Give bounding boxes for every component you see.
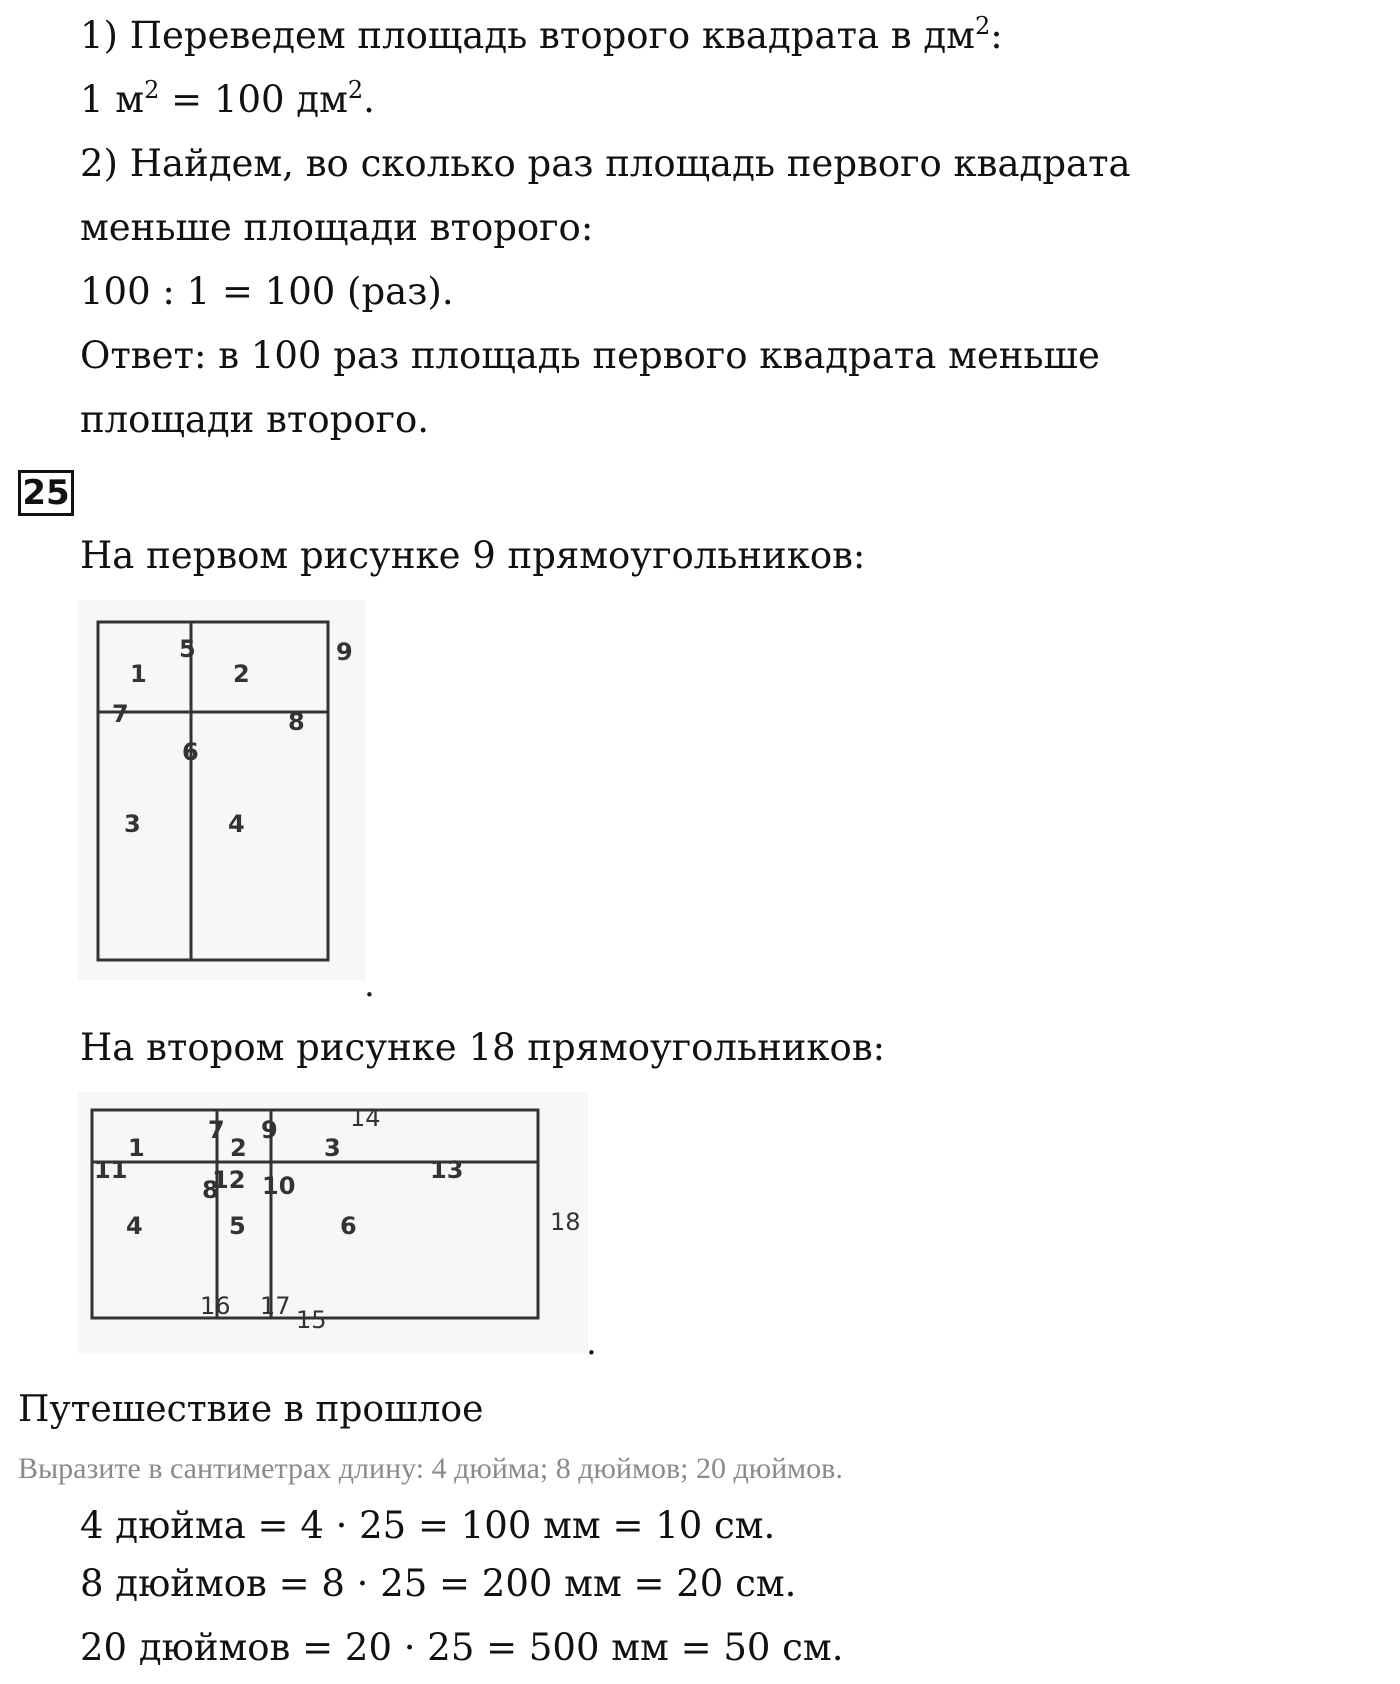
figure-2-label: 16 [200,1292,231,1320]
text-line-2 [80,78,375,122]
figure-1-drawing [78,600,366,980]
figure-2-label: 11 [94,1156,128,1184]
text-line-2-end: . [363,78,375,121]
figure-2-label: 10 [262,1172,296,1200]
figure-2-label: 13 [430,1156,464,1184]
figure-1-label: 8 [288,708,305,736]
superscript: 2 [144,76,160,104]
figure-2-label: 4 [126,1212,143,1240]
figure-2-caption: На втором рисунке 18 прямоугольников: [80,1026,886,1069]
figure-1-label: 9 [336,638,353,666]
answer-line-3: 20 дюймов = 20 · 25 = 500 мм = 50 см. [80,1626,844,1669]
figure-2 [78,1092,588,1354]
figure-1-label: 7 [112,700,129,728]
figure-1-label: 1 [130,660,147,688]
figure-2-label: 6 [340,1212,357,1240]
figure-1-label: 3 [124,810,141,838]
figure-2-label: 3 [324,1134,341,1162]
answer-line-2: 8 дюймов = 8 · 25 = 200 мм = 20 см. [80,1562,797,1605]
figure-1-end-mark: . [364,965,375,1005]
task-statement: Выразите в сантиметрах длину: 4 дюйма; 8 дюймов; 20 дюймов. [18,1452,843,1485]
figure-1-label: 5 [179,635,196,663]
text-line-1-end: : [990,14,1003,57]
figure-2-label: 18 [550,1208,581,1236]
section-title: Путешествие в прошлое [18,1389,484,1430]
figure-2-end-mark: . [586,1323,597,1363]
figure-2-label: 2 [230,1134,247,1162]
text-line-4: меньше площади второго: [80,206,594,249]
text-line-5: 100 : 1 = 100 (раз). [80,270,454,313]
answer-line-1: 4 дюйма = 4 · 25 = 100 мм = 10 см. [80,1504,776,1547]
text-line-7: площади второго. [80,398,430,441]
text-line-2-a: 1 м [80,78,145,121]
figure-1-caption: На первом рисунке 9 прямоугольников: [80,534,866,577]
outer-rectangle [92,1110,538,1318]
figure-1-label: 6 [182,738,199,766]
superscript: 2 [347,76,364,104]
text-line-3: 2) Найдем, во сколько раз площадь первого квадрата [80,142,1131,185]
figure-2-label: 12 [212,1166,246,1194]
figure-1-label: 2 [233,660,250,688]
figure-2-label: 1 [128,1134,145,1162]
figure-2-label: 5 [229,1212,246,1240]
text-line-1 [80,14,1003,58]
figure-2-label: 8 [202,1176,219,1204]
superscript: 2 [974,12,991,40]
figure-2-label: 14 [350,1104,381,1132]
figure-1-label: 4 [228,810,245,838]
problem-number-box: 25 [18,470,74,516]
figure-2-drawing [78,1092,588,1354]
figure-1 [78,600,366,980]
text-line-1-main: 1) Переведем площадь второго квадрата в дм [80,14,975,57]
figure-2-label: 15 [296,1306,327,1334]
figure-2-label: 9 [261,1116,278,1144]
figure-2-label: 17 [260,1292,291,1320]
text-line-2-b: = 100 дм [159,78,348,121]
text-line-6: Ответ: в 100 раз площадь первого квадрата меньше [80,334,1100,377]
figure-2-label: 7 [208,1116,225,1144]
